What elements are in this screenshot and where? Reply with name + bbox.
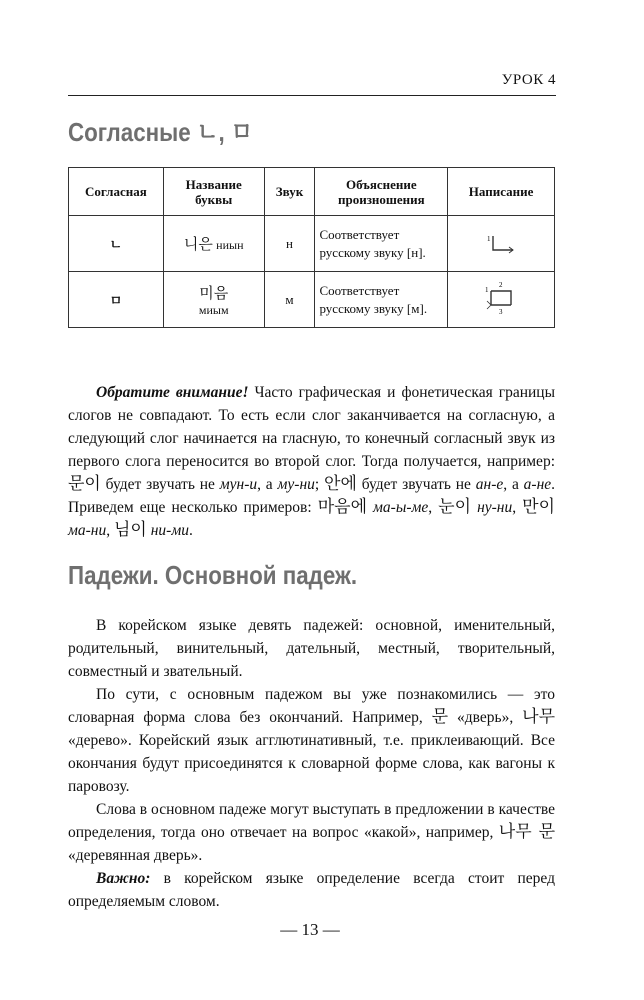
sound-cell: н bbox=[264, 216, 315, 272]
transcription: ма-ни bbox=[68, 522, 107, 539]
paragraph-text: в корейском языке определение всегда стоит перед определяемым словом. bbox=[68, 870, 555, 910]
explanation-cell: Соответствует русскому звуку [м]. bbox=[315, 272, 448, 328]
consonants-table bbox=[68, 167, 555, 328]
stroke-number: 1 bbox=[487, 234, 491, 243]
note-text: будет звучать не bbox=[356, 476, 476, 493]
consonant-cell: ㅁ bbox=[69, 272, 164, 328]
letter-name-russian: ниын bbox=[216, 238, 244, 252]
letter-name-korean: 미음 bbox=[199, 283, 229, 302]
note-text: . Приведем еще несколько примеров: bbox=[68, 476, 556, 516]
col-header-writing: Написание bbox=[448, 168, 555, 216]
korean-example: 마음에 bbox=[317, 497, 367, 517]
note-text: , bbox=[428, 499, 439, 516]
table-header-row bbox=[69, 168, 555, 216]
korean-example: 님이 bbox=[114, 520, 147, 540]
header-divider bbox=[68, 95, 556, 96]
transcription: му-ни bbox=[277, 476, 315, 493]
korean-example: 문이 bbox=[68, 474, 101, 494]
explanation-cell: Соответствует русскому звуку [н]. bbox=[315, 216, 448, 272]
paragraph-text: «деревянная дверь». bbox=[68, 847, 203, 864]
table-row bbox=[69, 216, 555, 272]
korean-example: 나무 문 bbox=[498, 822, 555, 842]
lesson-label: УРОК 4 bbox=[501, 72, 556, 88]
stroke-order-nieun-icon bbox=[479, 228, 523, 256]
transcription: а-не bbox=[523, 476, 552, 493]
note-label: Обратите внимание! bbox=[96, 384, 249, 401]
cases-paragraph-3 bbox=[68, 798, 555, 867]
korean-example: 나무 bbox=[522, 707, 556, 727]
transcription: ма-ы-ме bbox=[373, 499, 429, 516]
cases-text bbox=[68, 614, 555, 913]
note-text: будет звучать не bbox=[100, 476, 220, 493]
col-header-explanation: Объяснение произношения bbox=[315, 168, 448, 216]
cases-paragraph-1: В корейском языке девять падежей: основной, именительный, родительный, винительный, дательный, местный, творительный, совместный и звательный. bbox=[68, 617, 555, 680]
important-label: Важно: bbox=[96, 870, 151, 887]
writing-cell bbox=[448, 216, 555, 272]
letter-name-korean: 니은 bbox=[183, 235, 213, 253]
letter-name-cell bbox=[163, 272, 264, 328]
note-text: ; bbox=[314, 476, 325, 493]
note-text: Часто графическая и фонетическая границы слогов не совпадают. То есть если слог заканчивается на согласную, а следующий слог начинается на гласную, то конечный согласный звук из первого слога переносится во второй слог. Тогда получается, например: bbox=[68, 384, 555, 470]
sound-cell: м bbox=[264, 272, 315, 328]
note-paragraph bbox=[68, 381, 555, 542]
paragraph-text: «дерево». Корейский язык агглютинативный, т.е. приклеивающий. Все окончания будут присоединятся к словарной форме слова, как вагоны к паровозу. bbox=[68, 732, 555, 795]
cases-paragraph-4 bbox=[68, 867, 555, 913]
transcription: ну-ни bbox=[477, 499, 513, 516]
note-text: . bbox=[188, 522, 193, 539]
note-text: , а bbox=[503, 476, 524, 493]
paragraph-text: Слова в основном падеже могут выступать в предложении в качестве определения, тогда оно отвечает на вопрос «какой», например, bbox=[68, 801, 555, 841]
note-text: , а bbox=[257, 476, 278, 493]
korean-example: 만이 bbox=[522, 497, 555, 517]
page-number: — 13 — bbox=[280, 920, 340, 939]
korean-example: 안에 bbox=[324, 474, 357, 494]
paragraph-text: «дверь», bbox=[448, 709, 523, 726]
transcription: мун-и bbox=[219, 476, 258, 493]
letter-name-cell bbox=[163, 216, 264, 272]
stroke-number: 1 bbox=[485, 285, 489, 294]
stroke-number: 3 bbox=[499, 307, 503, 315]
transcription: ан-е bbox=[475, 476, 504, 493]
korean-example: 눈이 bbox=[438, 497, 472, 517]
table-row bbox=[69, 272, 555, 328]
consonant-cell: ㄴ bbox=[69, 216, 164, 272]
letter-name-russian: миым bbox=[198, 302, 229, 317]
section-title-cases: Падежи. Основной падеж. bbox=[68, 560, 358, 590]
cases-paragraph-2 bbox=[68, 683, 555, 798]
paragraph-text: По сути, с основным падежом вы уже познакомились — это словарная форма слова без окончаний. Например, bbox=[68, 686, 555, 726]
note-text: , bbox=[512, 499, 523, 516]
section-title-consonants: Согласные ㄴ, ㅁ bbox=[68, 117, 253, 147]
stroke-order-mieum-icon bbox=[479, 281, 523, 315]
col-header-sound: Звук bbox=[264, 168, 315, 216]
transcription: ни-ми bbox=[150, 522, 189, 539]
col-header-consonant: Согласная bbox=[69, 168, 164, 216]
col-header-letter-name: Название буквы bbox=[163, 168, 264, 216]
writing-cell bbox=[448, 272, 555, 328]
korean-example: 문 bbox=[431, 707, 449, 727]
stroke-number: 2 bbox=[499, 280, 503, 289]
note-text: , bbox=[106, 522, 114, 539]
